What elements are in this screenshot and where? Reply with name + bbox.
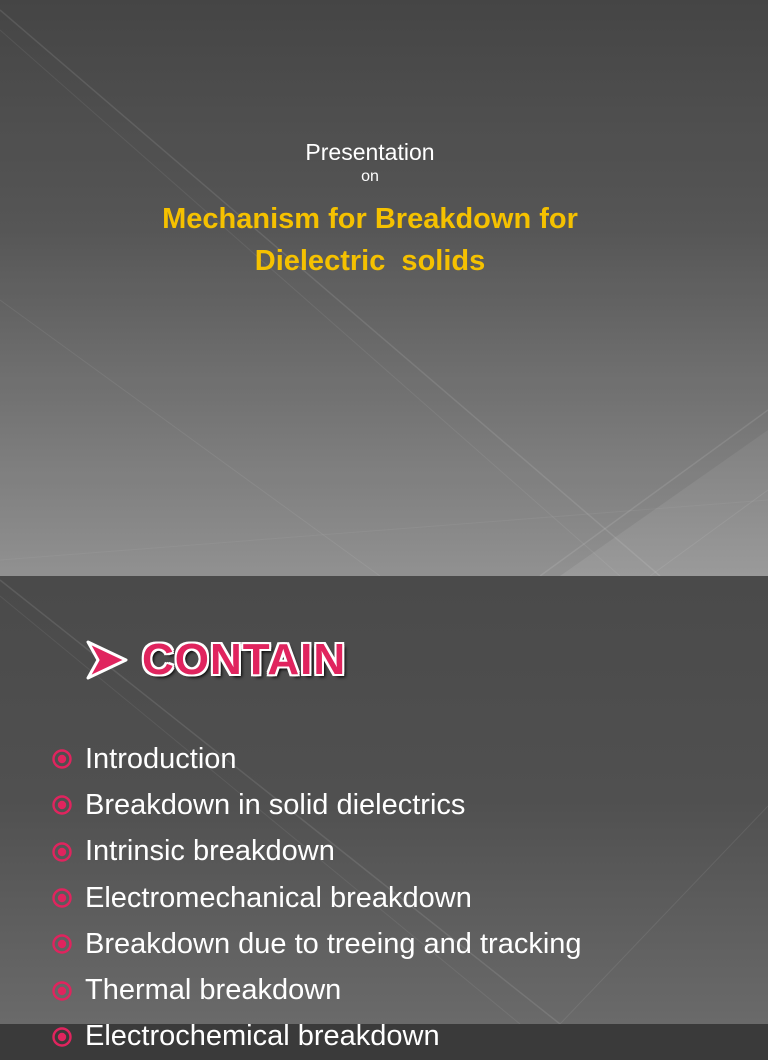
list-item [50,967,582,1013]
contents-heading [86,630,346,690]
list-item-text: Breakdown due to treeing and tracking [85,927,582,960]
list-item [50,921,582,967]
circle-bullet-icon [50,1025,74,1049]
list-item-text: Breakdown in solid dielectrics [85,788,466,821]
arrow-right-icon [86,638,128,682]
list-item-text: Introduction [85,742,237,775]
circle-bullet-icon [50,840,74,864]
list-item-text: Thermal breakdown [85,974,342,1007]
circle-bullet-icon [50,932,74,956]
title-line-2: Dielectric solids [254,245,486,277]
circle-bullet-icon [50,979,74,1003]
slide-title [0,198,740,282]
list-item [50,829,582,875]
title-line-1: Mechanism for Breakdown for [162,203,578,235]
circle-bullet-icon [50,793,74,817]
connector-word: on [361,168,379,185]
heading-text: CONTAIN [142,635,347,684]
list-item-text: Intrinsic breakdown [85,835,335,868]
list-item-text: Electrochemical breakdown [85,1020,440,1053]
contents-list [50,736,582,1060]
list-item [50,736,582,782]
list-item [50,782,582,828]
presentation-label: Presentation [305,139,435,165]
list-item [50,1014,582,1060]
list-item-text: Electromechanical breakdown [85,881,472,914]
list-item [50,875,582,921]
circle-bullet-icon [50,886,74,910]
circle-bullet-icon [50,747,74,771]
